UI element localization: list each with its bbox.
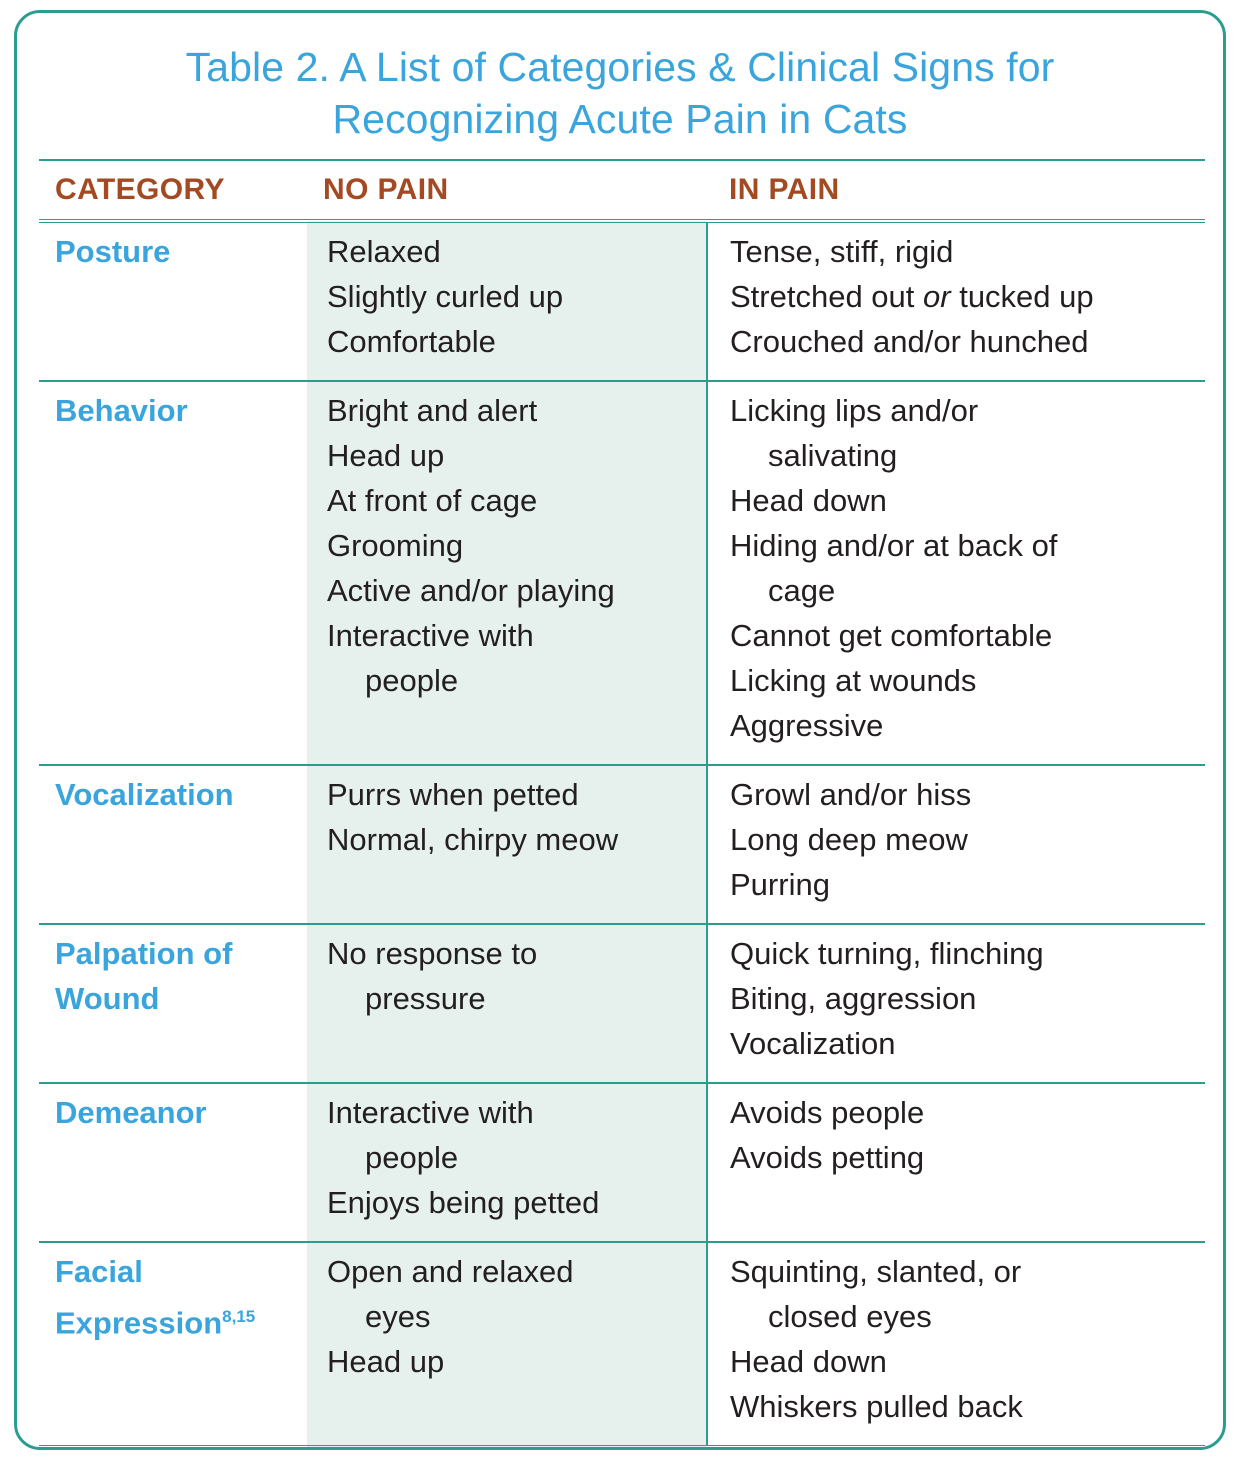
footnote-reference: 8,15 (222, 1307, 256, 1326)
cell-line: Biting, aggression (730, 981, 977, 1016)
cell-line: Hiding and/or at back of (730, 528, 1058, 563)
cell-line: Enjoys being petted (327, 1185, 600, 1220)
cell-line: Head down (730, 483, 887, 518)
cell-line: people (365, 1140, 459, 1175)
cell-line: Long deep meow (730, 822, 968, 857)
cell-line: Avoids people (730, 1095, 925, 1130)
table-row (39, 765, 1205, 924)
table-header-row (39, 160, 1205, 221)
cell-line: closed eyes (768, 1299, 932, 1334)
table-body (39, 221, 1205, 1447)
row-in-pain (707, 1242, 1205, 1447)
cell-line: Active and/or playing (327, 573, 615, 608)
row-category: Palpation of Wound (39, 924, 307, 1083)
cell-line: Grooming (327, 528, 464, 563)
cell-line: Vocalization (730, 1026, 896, 1061)
column-header-category: CATEGORY (39, 160, 307, 221)
cell-line: Bright and alert (327, 393, 538, 428)
cell-line: cage (768, 573, 836, 608)
column-header-in-pain: IN PAIN (707, 160, 1205, 221)
table-row (39, 1083, 1205, 1242)
cell-line: people (365, 663, 459, 698)
cell-line: Purring (730, 867, 830, 902)
column-header-no-pain: NO PAIN (307, 160, 707, 221)
cell-line: Licking at wounds (730, 663, 977, 698)
cell-line: Whiskers pulled back (730, 1389, 1023, 1424)
row-no-pain (307, 381, 707, 765)
row-no-pain (307, 1083, 707, 1242)
cell-line: salivating (768, 438, 898, 473)
cell-line: Head up (327, 438, 445, 473)
row-category: Vocalization (39, 765, 307, 924)
table-row (39, 221, 1205, 381)
cell-line: Slightly curled up (327, 279, 564, 314)
pain-signs-table (39, 159, 1205, 1449)
row-in-pain (707, 924, 1205, 1083)
row-in-pain (707, 221, 1205, 381)
cell-line: Cannot get comfortable (730, 618, 1053, 653)
row-no-pain (307, 221, 707, 381)
cell-line: pressure (365, 981, 486, 1016)
row-category: Posture (39, 221, 307, 381)
cell-line: Licking lips and/or (730, 393, 979, 428)
cell-line: Relaxed (327, 234, 441, 269)
cell-line: Crouched and/or hunched (730, 324, 1089, 359)
cell-line: Head down (730, 1344, 887, 1379)
cell-line: Normal, chirpy meow (327, 822, 619, 857)
cell-line: At front of cage (327, 483, 538, 518)
cell-line: Purrs when petted (327, 777, 579, 812)
cell-line: Comfortable (327, 324, 496, 359)
cell-line: Growl and/or hiss (730, 777, 972, 812)
table-row (39, 924, 1205, 1083)
cell-line: Stretched out or tucked up (730, 279, 1094, 314)
cell-line: Squinting, slanted, or (730, 1254, 1022, 1289)
cell-line: Avoids petting (730, 1140, 925, 1175)
row-category: Demeanor (39, 1083, 307, 1242)
row-no-pain (307, 765, 707, 924)
cell-line: Tense, stiff, rigid (730, 234, 954, 269)
cell-line: Open and relaxed (327, 1254, 574, 1289)
row-in-pain (707, 765, 1205, 924)
cell-line: Interactive with (327, 618, 534, 653)
row-in-pain (707, 381, 1205, 765)
cell-line: Head up (327, 1344, 445, 1379)
cell-line: No response to (327, 936, 538, 971)
table-row (39, 1242, 1205, 1447)
row-category: Behavior (39, 381, 307, 765)
row-in-pain (707, 1083, 1205, 1242)
cell-line: eyes (365, 1299, 431, 1334)
table-inner (17, 13, 1223, 1447)
table-row (39, 381, 1205, 765)
page-title: Table 2. A List of Categories & Clinical Signs for Recognizing Acute Pain in Cats (185, 44, 1055, 142)
table-card (14, 10, 1226, 1450)
cell-line: Interactive with (327, 1095, 534, 1130)
cell-line: Aggressive (730, 708, 884, 743)
row-no-pain (307, 1242, 707, 1447)
row-category: Facial Expression$^{8,15}$ (39, 1242, 307, 1447)
row-no-pain (307, 924, 707, 1083)
cell-line: Quick turning, flinching (730, 936, 1044, 971)
